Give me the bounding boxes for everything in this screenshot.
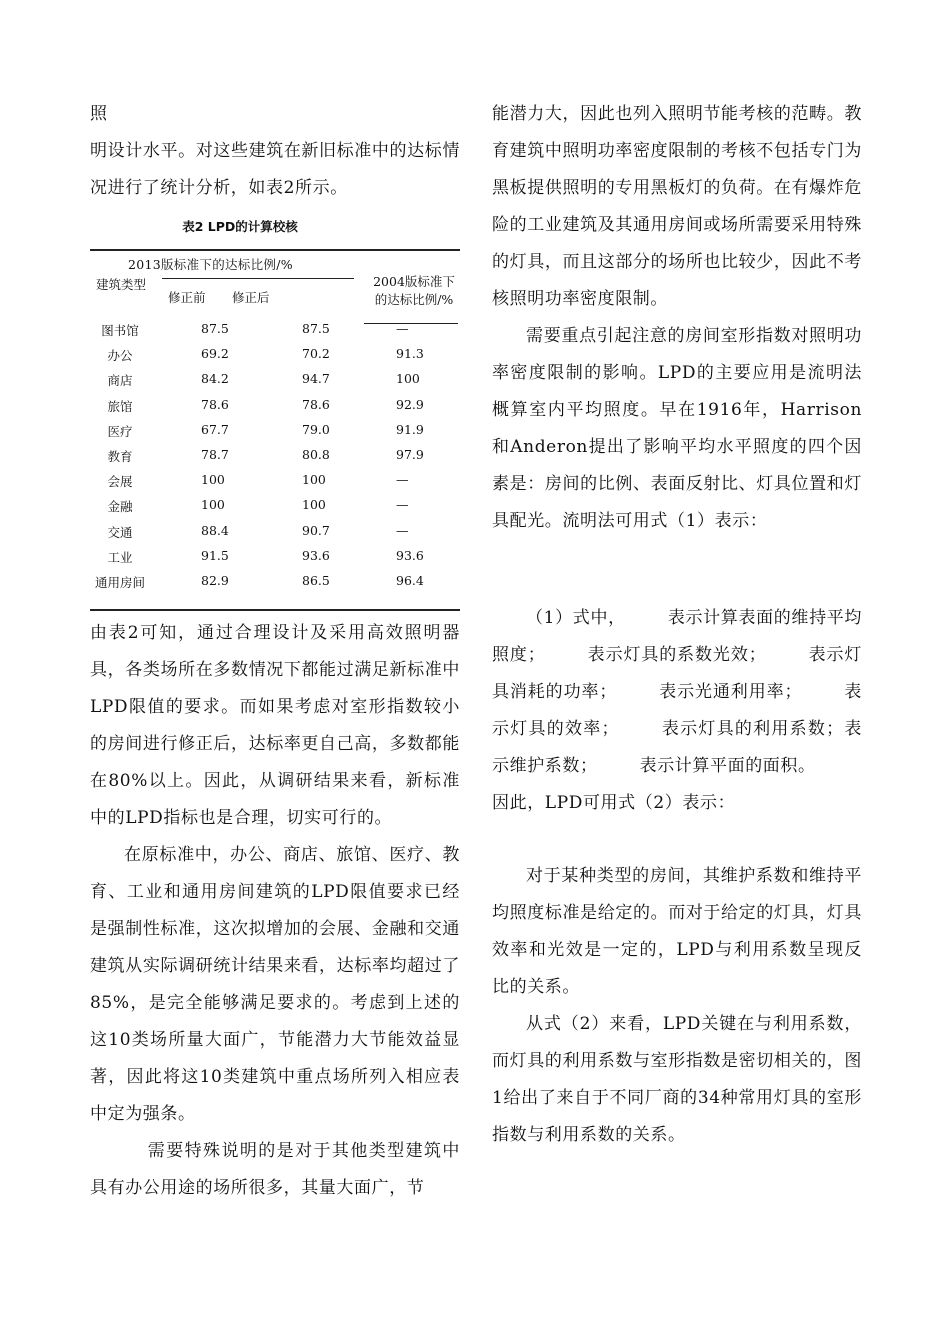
table-cell-after: 80.8 <box>302 447 330 462</box>
table-header-before: 修正前 <box>168 290 206 305</box>
f1-text-d: 表示灯具消耗的功率； <box>492 645 862 702</box>
table-cell-before: 67.7 <box>201 421 229 437</box>
table-cell-after: 100 <box>302 497 326 513</box>
f1-text-c: 表示灯具的系数光效； <box>587 645 767 665</box>
paragraph-intro: 明设计水平。对这些建筑在新旧标准中的达标情况进行了统计分析，如表2所示。 <box>90 141 460 198</box>
table-cell-2004: 93.6 <box>396 547 424 563</box>
table-cell-before: 78.7 <box>201 447 229 462</box>
table-cell-after: 100 <box>302 472 326 488</box>
table-cell-before: 100 <box>201 472 225 488</box>
paragraph-original-standard: 在原标准中，办公、商店、旅馆、医疗、教育、工业和通用房间建筑的LPD限值要求已经是强制性标准，这次拟增加的会展、金融和交通建筑从实际调研统计结果来看，达标率均超过了85%，是完全能够满足要求的。考虑到上述的这10类场所量大面广，节能潜力大节能效益显著，因此将这10类建筑中重点场所列入相应表中定为强条。 <box>90 845 460 1124</box>
table-cell-before: 88.4 <box>201 522 229 538</box>
table-cell-type: 旅馆 <box>107 398 133 414</box>
table-cell-2004: — <box>396 522 409 538</box>
table-cell-after: 87.5 <box>302 321 330 336</box>
paragraph-room-type: 对于某种类型的房间，其维护系数和维持平均照度标准是给定的。而对于给定的灯具，灯具效率和光效是一定的，LPD与利用系数呈现反比的关系。 <box>492 866 862 997</box>
table-row <box>90 397 460 422</box>
table-row <box>90 371 460 396</box>
f1-text-b: 表示计算表面的维持平均照度； <box>492 608 862 665</box>
table-cell-2004: — <box>396 321 409 336</box>
table-cell-type: 商店 <box>107 373 133 389</box>
table-row <box>90 548 460 573</box>
paragraph-utilization: 从式（2）来看，LPD关键在与利用系数，而灯具的利用系数与室形指数是密切相关的，图1给出了来自于不同厂商的34种常用灯具的室形指数与利用系数的关系。 <box>492 1014 862 1145</box>
table-row <box>90 472 460 497</box>
paragraph-fragment: 照 <box>90 104 108 124</box>
f1-text-f: 表示灯具的效率； <box>492 682 862 739</box>
table-header-2013: 2013版标准下的达标比例/% <box>128 257 293 272</box>
table-cell-type: 办公 <box>107 348 133 364</box>
table-cell-before: 100 <box>201 497 225 513</box>
f1-text-h: 表示计算平面的面积。 <box>639 756 816 776</box>
table-row <box>90 573 460 598</box>
table-title: 表2 LPD的计算校核 <box>182 219 298 234</box>
table-cell-after: 86.5 <box>302 573 330 588</box>
table-cell-before: 69.2 <box>201 346 229 362</box>
table-header-2004-line1: 2004版标准下 <box>373 274 455 289</box>
table-cell-before: 87.5 <box>201 321 229 336</box>
table-row <box>90 346 460 371</box>
table-cell-2004: 91.9 <box>396 421 424 437</box>
table-row <box>90 497 460 522</box>
table-cell-2004: 96.4 <box>396 573 424 588</box>
f1-text-e: 表示光通利用率； <box>658 682 803 702</box>
table-cell-after: 79.0 <box>302 421 330 437</box>
table-cell-type: 医疗 <box>107 423 133 439</box>
paragraph-special-note: 需要特殊说明的是对于其他类型建筑中具有办公用途的场所很多，其量大面广，节 <box>90 1141 460 1198</box>
table-cell-type: 交通 <box>107 524 133 540</box>
table-cell-before: 91.5 <box>201 547 229 563</box>
table-cell-after: 90.7 <box>302 522 330 538</box>
table-row <box>90 321 460 346</box>
table-cell-2004: — <box>396 497 409 513</box>
table-header-type: 建筑类型 <box>96 277 147 292</box>
table-cell-after: 70.2 <box>302 346 330 362</box>
table-cell-after: 93.6 <box>302 547 330 563</box>
table-header-after: 修正后 <box>232 290 270 305</box>
paragraph-table-analysis: 由表2可知，通过合理设计及采用高效照明器具，各类场所在多数情况下都能过满足新标准中LPD限值的要求。而如果考虑对室形指数较小的房间进行修正后，达标率更自己高，多数都能在80%以上。因此，从调研结果来看，新标准中的LPD指标也是合理，切实可行的。 <box>90 623 460 828</box>
table-cell-after: 94.7 <box>302 371 330 387</box>
left-column <box>90 96 460 1207</box>
table-cell-2004: 91.3 <box>396 346 424 362</box>
table-cell-type: 会展 <box>107 474 133 490</box>
right-column <box>492 96 862 1154</box>
table-row <box>90 447 460 472</box>
paragraph-room-index: 需要重点引起注意的房间室形指数对照明功率密度限制的影响。LPD的主要应用是流明法概算室内平均照度。早在1916年，Harrison和Anderon提出了影响平均水平照度的四个因素是：房间的比例、表面反射比、灯具位置和灯具配光。流明法可用式（1）表示： <box>492 326 862 531</box>
table-cell-type: 教育 <box>107 449 133 464</box>
paragraph-formula-2-intro: 因此，LPD可用式（2）表示： <box>492 793 736 813</box>
table-cell-type: 工业 <box>107 549 133 565</box>
table-cell-type: 图书馆 <box>101 323 139 338</box>
table-cell-type: 金融 <box>107 499 133 515</box>
header-divider <box>162 278 354 279</box>
lpd-table <box>90 249 460 611</box>
table-cell-after: 78.6 <box>302 396 330 412</box>
table-cell-type: 通用房间 <box>94 575 145 590</box>
table-cell-2004: 100 <box>396 371 420 387</box>
table-cell-2004: 97.9 <box>396 447 424 462</box>
formula-2-placeholder <box>492 822 862 858</box>
paragraph-formula-1-explanation <box>492 600 862 785</box>
table-row <box>90 422 460 447</box>
table-cell-2004: — <box>396 472 409 488</box>
f1-text-a: （1）式中， <box>526 608 626 628</box>
f1-text-g: 表示灯具的利用系数；表示维护系数； <box>492 719 862 776</box>
table-cell-before: 82.9 <box>201 573 229 588</box>
table-cell-2004: 92.9 <box>396 396 424 412</box>
formula-1-placeholder <box>492 540 862 600</box>
table-cell-before: 84.2 <box>201 371 229 387</box>
table-cell-before: 78.6 <box>201 396 229 412</box>
table-header-2004-line2: 的达标比例/% <box>374 292 454 307</box>
table-row <box>90 523 460 548</box>
paragraph-continued: 能潜力大，因此也列入照明节能考核的范畴。教育建筑中照明功率密度限制的考核不包括专门为黑板提供照明的专用黑板灯的负荷。在有爆炸危险的工业建筑及其通用房间或场所需要采用特殊的灯具，而且这部分的场所也比较少，因此不考核照明功率密度限制。 <box>492 104 862 309</box>
table-header-2004 <box>364 273 464 309</box>
